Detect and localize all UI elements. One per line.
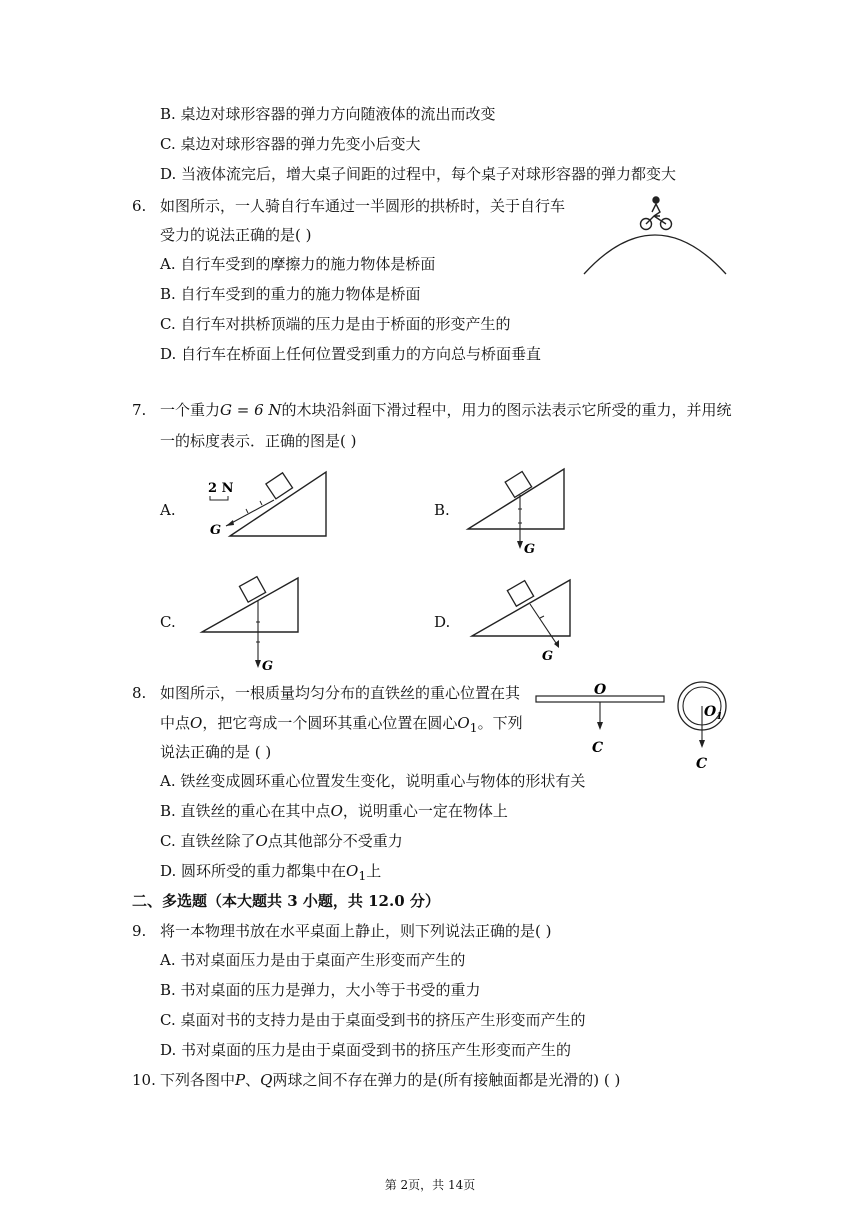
q7-label-d: D. [434, 613, 451, 631]
q7-number: 7. [132, 401, 147, 419]
q8-wire-figure [534, 676, 750, 776]
q8-stem-line2: 中点O，把它弯成一个圆环其重心位置在圆心$O_1$。下列 [160, 714, 523, 735]
q8-number: 8. [132, 684, 147, 702]
q8-stem-line1: 如图所示，一根质量均匀分布的直铁丝的重心位置在其 [160, 684, 521, 702]
q10-stem: 下列各图中P、Q两球之间不存在弹力的是(所有接触面都是光滑的) ( ) [160, 1071, 621, 1089]
ring-gravity-label: C [696, 756, 708, 772]
page-footer: 第 2页，共 14页 [384, 1178, 476, 1192]
section-title-multiple-choice: 二、多选题（本大题共 3 小题，共 12.0 分） [132, 892, 440, 910]
q8-option-a: A. 铁丝变成圆环重心位置发生变化，说明重心与物体的形状有关 [160, 772, 586, 790]
q9-option-b: B. 书对桌面的压力是弹力，大小等于书受的重力 [160, 981, 481, 999]
bridge-cyclist-figure [580, 190, 730, 280]
q7-label-b: B. [434, 501, 450, 519]
q5-option-d: D. 当液体流完后，增大桌子间距的过程中，每个桌子对球形容器的弹力都变大 [160, 165, 677, 183]
force-label-g: G [262, 659, 274, 674]
q7-figure-b [464, 465, 574, 557]
q10-number: 10. [132, 1071, 156, 1089]
q6-option-b: B. 自行车受到的重力的施力物体是桥面 [160, 285, 421, 303]
q6-option-d: D. 自行车在桥面上任何位置受到重力的方向总与桥面垂直 [160, 345, 542, 363]
wire-center-label: O [594, 682, 607, 698]
q8-option-b: B. 直铁丝的重心在其中点O，说明重心一定在物体上 [160, 802, 508, 820]
force-label-g: G [210, 523, 222, 538]
q6-option-a: A. 自行车受到的摩擦力的施力物体是桥面 [160, 255, 436, 273]
ring-center-label: $O_1$ [704, 704, 723, 722]
q9-option-d: D. 书对桌面的压力是由于桌面受到书的挤压产生形变而产生的 [160, 1041, 572, 1059]
q5-option-c: C. 桌边对球形容器的弹力先变小后变大 [160, 135, 421, 153]
q6-stem-line1: 如图所示，一人骑自行车通过一半圆形的拱桥时，关于自行车 [160, 197, 566, 215]
wire-gravity-label: C [592, 740, 604, 756]
q6-stem-line2: 受力的说法正确的是( ) [160, 226, 312, 244]
q8-option-d: D. 圆环所受的重力都集中在$O_1$上 [160, 862, 382, 883]
q6-option-c: C. 自行车对拱桥顶端的压力是由于桥面的形变产生的 [160, 315, 511, 333]
force-label-g: G [542, 649, 554, 664]
q7-figure-c [198, 570, 308, 674]
q9-option-c: C. 桌面对书的支持力是由于桌面受到书的挤压产生形变而产生的 [160, 1011, 586, 1029]
q7-label-c: C. [160, 613, 176, 631]
q7-stem-line2: 一的标度表示．正确的图是( ) [160, 432, 357, 450]
q7-figure-a [200, 470, 340, 540]
q7-label-a: A. [160, 501, 176, 519]
force-label-g: G [524, 542, 536, 557]
q7-figure-d [470, 574, 580, 666]
q6-number: 6. [132, 197, 147, 215]
q9-number: 9. [132, 922, 147, 940]
q8-option-c: C. 直铁丝除了O点其他部分不受重力 [160, 832, 403, 850]
q5-option-b: B. 桌边对球形容器的弹力方向随液体的流出而改变 [160, 105, 496, 123]
q9-stem: 将一本物理书放在水平桌面上静止，则下列说法正确的是( ) [160, 922, 552, 940]
q7-stem-line1: 一个重力G = 6 N的木块沿斜面下滑过程中，用力的图示法表示它所受的重力，并用统 [160, 401, 732, 419]
q9-option-a: A. 书对桌面压力是由于桌面产生形变而产生的 [160, 951, 466, 969]
scale-label: 2 N [208, 481, 234, 496]
cyclist-icon [641, 197, 672, 230]
q8-stem-line3: 说法正确的是 ( ) [160, 743, 272, 761]
